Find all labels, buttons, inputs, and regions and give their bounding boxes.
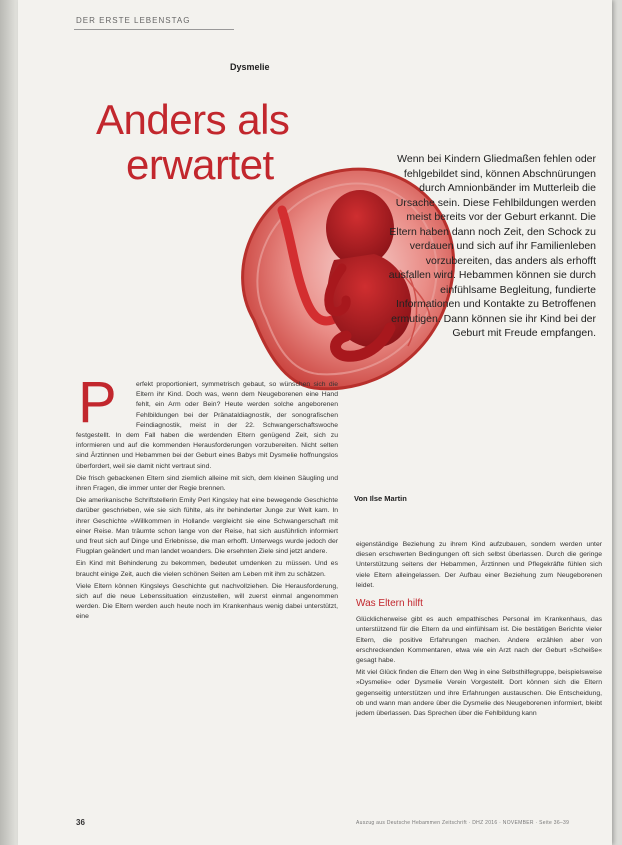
magazine-page [18, 0, 612, 845]
body-paragraph: Ein Kind mit Behinderung zu bekommen, bedeutet umdenken zu müssen. Und es braucht einige Zeit, auch die vielen schönen Seiten am Leben mit ihm zu schätzen. [76, 560, 338, 578]
article-title-line-2: erwartet [126, 141, 274, 188]
body-paragraph: Die frisch gebackenen Eltern sind ziemlich alleine mit sich, dem kleinen Säugling und ihren Fragen, die immer unter der Regie brennen. [76, 474, 338, 493]
drop-cap: P [78, 370, 117, 435]
running-head: DER ERSTE LEBENSTAG [76, 16, 191, 25]
body-column-right [356, 540, 602, 721]
body-column-left [76, 380, 338, 625]
dropcap-spacer [76, 380, 136, 428]
article-topic: Dysmelie [230, 62, 270, 72]
page-number: 36 [76, 818, 85, 827]
header-rule [74, 29, 234, 30]
body-paragraph: Mit viel Glück finden die Eltern den Weg in eine Selbsthilfegruppe, beispielsweise »Dysmelie« oder Dysmelie Verein Vorgestellt. Dort können sich die Eltern gegenseitig unterstützen und ihre Erfahrungen austauschen. Die Entscheidung, ob und wann man andere über die Dysmelie des Neugeborenen informiert, bleibt jedem überlassen. Das Sprechen über die Fehlbildung kann [356, 669, 602, 718]
footer-credit: Auszug aus Deutsche Hebammen Zeitschrift · DHZ 2016 · NOVEMBER · Seite 36–39 [356, 820, 570, 826]
section-subhead: Was Eltern hilft [356, 598, 423, 610]
body-paragraph: Viele Eltern können Kingsleys Geschichte gut nachvollziehen. Die Herausforderung, sich auf die neue Lebenssituation einzustellen, will zuerst einmal angenommen werden. Die Eltern werden auch heute noch im Krankenhaus wenig dabei unterstützt, eine [76, 582, 338, 621]
body-paragraph: Glücklicherweise gibt es auch empathisches Personal im Krankenhaus, das unterstützend für die Eltern da und einfühlsam ist. Die bestätigen Berichte vieler Eltern, die positive Erfahrungen machen. Andere erzählen aber von erschreckenden Kommentaren, etwa wie ein Arzt nach der Geburt »Scheiße« gesagt habe. [356, 616, 602, 665]
fetus-head [326, 190, 394, 266]
body-paragraph: erfekt proportioniert, symmetrisch gebaut, so wünschen sich die Eltern ihr Kind. Doch was, wenn dem Neugeborenen eine Hand fehlt, ein Arm oder Bein? Heute werden solche angeborenen Fehlbildungen bei der Pränataldiagnostik, der sonografischen Feindiagnostik, meist in der 22. Schwangerschaftswoche festgestellt. In dem Fall haben die werdenden Eltern genügend Zeit, sich zu informieren und auf die kommenden Herausforderungen vorzubereiten. Nicht selten sind Ärztinnen und Hebammen bei der Geburt eines Babys mit Dysmelie hoffnungslos überfordert, weil sie damit nicht vertraut sind. [76, 381, 338, 470]
article-intro: Wenn bei Kindern Gliedmaßen fehlen oder fehlgebildet sind, können Abschnürungen durch Amnionbänder im Mutterleib die Ursache sein. Diese Fehlbildungen werden meist bereits vor der Geburt erkannt. Die Eltern haben dann noch Zeit, den Schock zu verdauen und sich auf ihr Familienleben vorzubereiten, das anders als erhofft ausfallen wird. Hebammen können sie durch einfühlsame Begleitung, fundierte Informationen und Kontakte zu Betroffenen ermutigen. Dann können sie ihr Kind bei der Geburt mit Freude empfangen. [388, 153, 596, 339]
article-title-line-1: Anders als [96, 96, 290, 143]
body-paragraph: eigenständige Beziehung zu ihrem Kind aufzubauen, sondern werden unter diesen erschwerten Bedingungen oft sich selbst überlassen. Durch die geringe Unterstützung seitens der Hebammen, Ärztinnen und Pflegekräfte fühlen sich viele Eltern alleingelassen. Der Aufbau einer Beziehung zum Neugeborenen leidet. [356, 541, 602, 589]
page-gutter-shadow [0, 0, 18, 845]
byline: Von Ilse Martin [354, 494, 407, 503]
body-paragraph: Die amerikanische Schriftstellerin Emily Perl Kingsley hat eine bewegende Geschichte darüber geschrieben, wie sie sich fühlte, als ihr behinderter Junge zur Welt kam. In ihrer Geschichte »Willkommen in Holland« vergleicht sie eine Schwangerschaft mit einer Reise. Man träumte schon lange von der Reise, hat sich ausführlich informiert und freut sich auf Dinge und Erlebnisse, die man erhofft. Unterwegs wurde jedoch der Flugplan geändert und man landet woanders. Die ersehnten Ziele sind jetzt andere. [76, 497, 338, 556]
